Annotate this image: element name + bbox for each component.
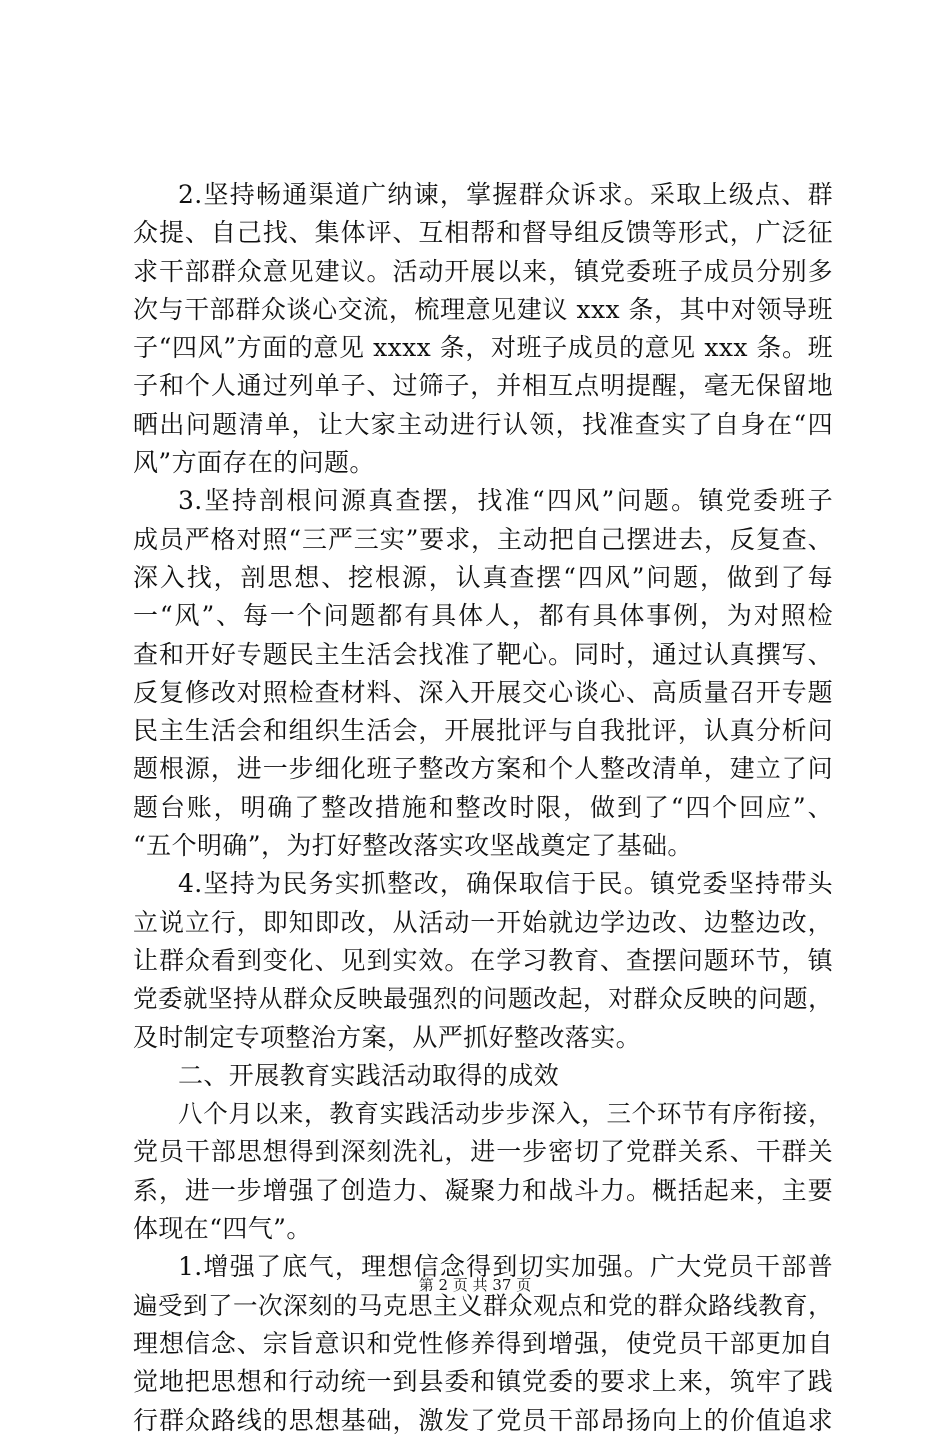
- page-footer: 第 2 页 共 37 页: [418, 1276, 532, 1294]
- text-line: 觉地把思想和行动统一到县委和镇党委的要求上来，筑牢了践: [133, 1367, 833, 1397]
- text-line: 让群众看到变化、见到实效。在学习教育、查摆问题环节，镇: [133, 945, 833, 975]
- text-line: 党员干部思想得到深刻洗礼，进一步密切了党群关系、干群关: [133, 1137, 833, 1167]
- text-line: 晒出问题清单，让大家主动进行认领，找准查实了自身在“四: [133, 409, 833, 439]
- text-line: 众提、自己找、集体评、互相帮和督导组反馈等形式，广泛征: [133, 218, 833, 248]
- text-line: 成员严格对照“三严三实”要求，主动把自己摆进去，反复查、: [133, 524, 833, 554]
- text-line: 求干部群众意见建议。活动开展以来，镇党委班子成员分别多: [133, 256, 833, 286]
- text-line: 次与干部群众谈心交流，梳理意见建议 xxx 条，其中对领导班: [133, 294, 833, 324]
- text-line: 题台账，明确了整改措施和整改时限，做到了“四个回应”、: [133, 792, 833, 822]
- text-line: 立说立行，即知即改，从活动一开始就边学边改、边整边改，: [133, 907, 833, 937]
- text-line: 行群众路线的思想基础，激发了党员干部昂扬向上的价值追求: [133, 1405, 833, 1435]
- text-line: 二、开展教育实践活动取得的成效: [178, 1060, 560, 1090]
- text-line: “五个明确”，为打好整改落实攻坚战奠定了基础。: [133, 831, 693, 861]
- text-line: 子“四风”方面的意见 xxxx 条，对班子成员的意见 xxx 条。班: [133, 333, 833, 363]
- text-line: 系，进一步增强了创造力、凝聚力和战斗力。概括起来，主要: [133, 1175, 833, 1205]
- text-line: 八个月以来，教育实践活动步步深入，三个环节有序衔接，: [178, 1099, 833, 1129]
- text-line: 1.增强了底气，理想信念得到切实加强。广大党员干部普: [178, 1252, 833, 1282]
- text-line: 题根源，进一步细化班子整改方案和个人整改清单，建立了问: [133, 754, 833, 784]
- text-line: 民主生活会和组织生活会，开展批评与自我批评，认真分析问: [133, 716, 833, 746]
- text-line: 反复修改对照检查材料、深入开展交心谈心、高质量召开专题: [133, 677, 833, 707]
- text-line: 体现在“四气”。: [133, 1214, 312, 1244]
- text-line: 理想信念、宗旨意识和党性修养得到增强，使党员干部更加自: [133, 1328, 833, 1358]
- body-text: [133, 176, 833, 1440]
- text-line: 风”方面存在的问题。: [133, 448, 375, 478]
- text-line: 一“风”、每一个问题都有具体人，都有具体事例，为对照检: [133, 601, 833, 631]
- text-line: 党委就坚持从群众反映最强烈的问题改起，对群众反映的问题，: [133, 984, 833, 1014]
- text-line: 深入找，剖思想、挖根源，认真查摆“四风”问题，做到了每: [133, 562, 833, 592]
- text-line: 查和开好专题民主生活会找准了靶心。同时，通过认真撰写、: [133, 639, 833, 669]
- text-line: 2.坚持畅通渠道广纳谏，掌握群众诉求。采取上级点、群: [178, 180, 833, 209]
- text-line: 4.坚持为民务实抓整改，确保取信于民。镇党委坚持带头: [178, 869, 833, 899]
- text-line: 及时制定专项整治方案，从严抓好整改落实。: [133, 1022, 642, 1052]
- text-line: 子和个人通过列单子、过筛子，并相互点明提醒，毫无保留地: [133, 371, 833, 401]
- text-line: 遍受到了一次深刻的马克思主义群众观点和党的群众路线教育，: [133, 1290, 833, 1320]
- text-line: 3.坚持剖根问源真查摆，找准“四风”问题。镇党委班子: [178, 486, 833, 516]
